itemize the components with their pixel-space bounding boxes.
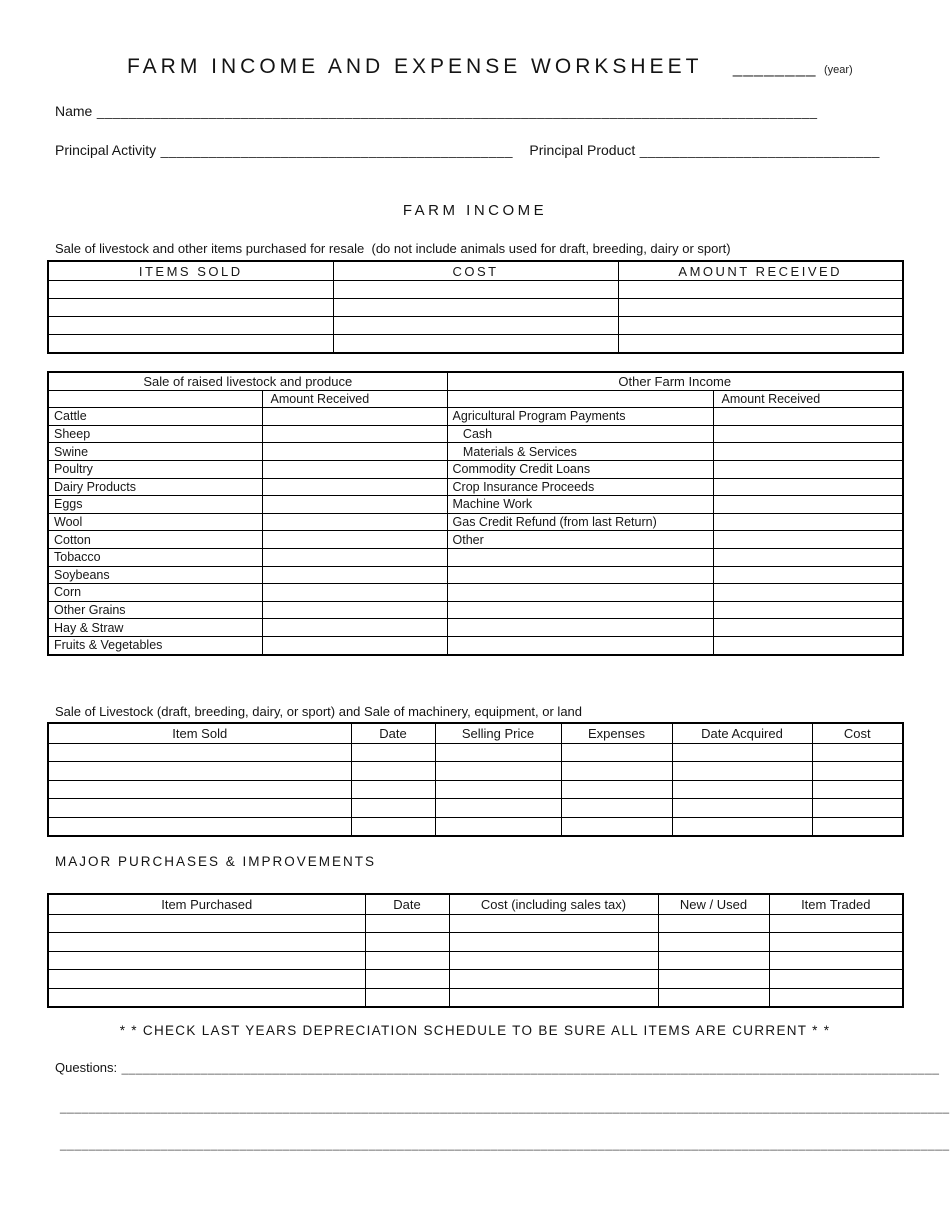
empty-cell <box>435 744 561 762</box>
item-cell <box>447 584 713 602</box>
page-title: FARM INCOME AND EXPENSE WORKSHEET <box>127 55 703 78</box>
column-header-selling-price: Selling Price <box>435 723 561 744</box>
empty-cell <box>351 799 435 817</box>
principal-activity-blank: ____________________________________________ <box>160 143 513 158</box>
table-row <box>48 548 903 566</box>
empty-cell <box>449 933 658 951</box>
empty-cell <box>713 425 903 443</box>
table-row <box>48 915 903 933</box>
table-header-row <box>48 894 903 915</box>
empty-cell <box>618 299 903 317</box>
empty-cell <box>351 817 435 836</box>
table-row <box>48 619 903 637</box>
empty-cell <box>449 970 658 988</box>
empty-cell <box>262 566 447 584</box>
empty-cell <box>48 915 365 933</box>
empty-cell <box>713 408 903 426</box>
table-header-row <box>48 723 903 744</box>
table-row <box>48 636 903 654</box>
empty-cell <box>713 601 903 619</box>
table-row <box>48 299 903 317</box>
item-cell: Dairy Products <box>48 478 262 496</box>
empty-cell <box>48 780 351 798</box>
empty-cell <box>769 970 903 988</box>
other-farm-income-header: Other Farm Income <box>447 372 903 390</box>
table-row <box>48 970 903 988</box>
table-row <box>48 988 903 1007</box>
empty-cell <box>262 513 447 531</box>
empty-cell <box>365 951 449 969</box>
principal-product-blank: ______________________________ <box>639 143 880 158</box>
table-row <box>48 531 903 549</box>
item-cell: Cash <box>447 425 713 443</box>
raised-livestock-header: Sale of raised livestock and produce <box>48 372 447 390</box>
empty-cell <box>435 762 561 780</box>
empty-cell <box>812 817 903 836</box>
livestock-sale-table <box>47 722 904 837</box>
empty-cell <box>713 443 903 461</box>
item-cell: Corn <box>48 584 262 602</box>
empty-cell <box>713 548 903 566</box>
table-row <box>48 566 903 584</box>
empty-cell <box>561 744 672 762</box>
empty-cell <box>561 817 672 836</box>
name-blank-line: __________________________________________________________________________________________ <box>96 104 818 119</box>
empty-cell <box>365 933 449 951</box>
empty-cell <box>658 970 769 988</box>
empty-cell <box>812 762 903 780</box>
empty-cell <box>713 619 903 637</box>
item-cell: Commodity Credit Loans <box>447 460 713 478</box>
farm-income-heading: FARM INCOME <box>402 202 548 219</box>
empty-cell <box>262 636 447 654</box>
empty-cell <box>365 915 449 933</box>
empty-cell <box>262 408 447 426</box>
empty-cell <box>618 335 903 354</box>
item-cell: Sheep <box>48 425 262 443</box>
table-row <box>48 744 903 762</box>
empty-cell <box>351 744 435 762</box>
item-cell: Wool <box>48 513 262 531</box>
column-header-new-used: New / Used <box>658 894 769 915</box>
empty-cell <box>351 762 435 780</box>
table-row <box>48 780 903 798</box>
table-row <box>48 951 903 969</box>
empty-cell <box>618 317 903 335</box>
empty-cell <box>769 933 903 951</box>
principal-product-label: Principal Product <box>529 142 636 158</box>
empty-cell <box>262 478 447 496</box>
item-cell <box>447 566 713 584</box>
empty-cell <box>561 780 672 798</box>
item-cell: Materials & Services <box>447 443 713 461</box>
item-cell <box>447 548 713 566</box>
table-subheader-row <box>48 390 903 408</box>
amount-received-header-right: Amount Received <box>713 390 903 408</box>
column-header-item-sold: Item Sold <box>48 723 351 744</box>
item-cell: Tobacco <box>48 548 262 566</box>
empty-cell <box>262 584 447 602</box>
empty-cell <box>769 951 903 969</box>
empty-cell <box>333 281 618 299</box>
empty-cell <box>48 390 262 408</box>
table-row <box>48 460 903 478</box>
item-cell: Eggs <box>48 496 262 514</box>
empty-cell <box>48 951 365 969</box>
item-cell: Machine Work <box>447 496 713 514</box>
livestock-sale-caption: Sale of Livestock (draft, breeding, dairy, or sport) and Sale of machinery, equipment, or land <box>55 704 583 719</box>
questions-label: Questions: <box>55 1060 118 1075</box>
empty-cell <box>713 460 903 478</box>
table-row <box>48 584 903 602</box>
item-cell: Crop Insurance Proceeds <box>447 478 713 496</box>
empty-cell <box>262 425 447 443</box>
item-cell: Cotton <box>48 531 262 549</box>
empty-cell <box>672 799 812 817</box>
table-row <box>48 443 903 461</box>
empty-cell <box>48 281 333 299</box>
empty-cell <box>449 915 658 933</box>
title-row <box>127 55 853 79</box>
empty-cell <box>812 799 903 817</box>
blank-writing-line: ____________________________________________________________________________________________________________________________ <box>60 1137 950 1151</box>
column-header-date: Date <box>365 894 449 915</box>
year-blank-line: ________ <box>732 58 817 77</box>
empty-cell <box>435 817 561 836</box>
empty-cell <box>262 443 447 461</box>
table-row <box>48 478 903 496</box>
empty-cell <box>262 460 447 478</box>
empty-cell <box>769 915 903 933</box>
resale-caption: Sale of livestock and other items purchased for resale (do not include animals used for draft, breeding, dairy or sport) <box>55 241 731 256</box>
table-row <box>48 496 903 514</box>
table-row <box>48 335 903 354</box>
empty-cell <box>658 933 769 951</box>
empty-cell <box>333 299 618 317</box>
empty-cell <box>713 478 903 496</box>
column-header-date-acquired: Date Acquired <box>672 723 812 744</box>
empty-cell <box>48 933 365 951</box>
empty-cell <box>365 988 449 1007</box>
table-row <box>48 281 903 299</box>
empty-cell <box>333 317 618 335</box>
column-header-expenses: Expenses <box>561 723 672 744</box>
empty-cell <box>48 762 351 780</box>
empty-cell <box>333 335 618 354</box>
table-row <box>48 933 903 951</box>
empty-cell <box>48 299 333 317</box>
empty-cell <box>449 988 658 1007</box>
table-row <box>48 601 903 619</box>
empty-cell <box>658 988 769 1007</box>
empty-cell <box>713 513 903 531</box>
table-header-row <box>48 372 903 390</box>
blank-writing-line: ____________________________________________________________________________________________________________________________ <box>60 1100 950 1114</box>
empty-cell <box>435 799 561 817</box>
depreciation-note: * * CHECK LAST YEARS DEPRECIATION SCHEDULE TO BE SURE ALL ITEMS ARE CURRENT * * <box>119 1023 831 1038</box>
empty-cell <box>262 548 447 566</box>
raised-livestock-table <box>47 371 904 656</box>
empty-cell <box>561 799 672 817</box>
item-cell <box>447 636 713 654</box>
table-row <box>48 317 903 335</box>
item-cell: Poultry <box>48 460 262 478</box>
table-row <box>48 817 903 836</box>
major-purchases-table <box>47 893 904 1008</box>
questions-blank-line: __________________________________________________________________________________________________________________ <box>121 1061 940 1075</box>
empty-cell <box>48 744 351 762</box>
empty-cell <box>262 496 447 514</box>
item-cell: Other Grains <box>48 601 262 619</box>
column-header-item-purchased: Item Purchased <box>48 894 365 915</box>
major-purchases-heading: MAJOR PURCHASES & IMPROVEMENTS <box>55 854 377 869</box>
empty-cell <box>769 988 903 1007</box>
item-cell: Hay & Straw <box>48 619 262 637</box>
item-cell <box>447 601 713 619</box>
empty-cell <box>262 601 447 619</box>
year-label: (year) <box>823 64 853 76</box>
questions-row <box>55 1059 939 1077</box>
empty-cell <box>447 390 713 408</box>
column-header-item-traded: Item Traded <box>769 894 903 915</box>
item-cell: Swine <box>48 443 262 461</box>
item-cell: Agricultural Program Payments <box>447 408 713 426</box>
empty-cell <box>48 799 351 817</box>
item-cell: Soybeans <box>48 566 262 584</box>
table-row <box>48 408 903 426</box>
empty-cell <box>812 744 903 762</box>
column-header-amount-received: AMOUNT RECEIVED <box>618 261 903 281</box>
empty-cell <box>713 636 903 654</box>
item-cell: Gas Credit Refund (from last Return) <box>447 513 713 531</box>
item-cell: Cattle <box>48 408 262 426</box>
item-cell: Fruits & Vegetables <box>48 636 262 654</box>
item-cell: Other <box>447 531 713 549</box>
resale-table <box>47 260 904 354</box>
empty-cell <box>48 817 351 836</box>
table-row <box>48 762 903 780</box>
empty-cell <box>713 566 903 584</box>
table-header-row <box>48 261 903 281</box>
empty-cell <box>672 817 812 836</box>
empty-cell <box>48 970 365 988</box>
empty-cell <box>672 744 812 762</box>
empty-cell <box>618 281 903 299</box>
empty-cell <box>435 780 561 798</box>
column-header-cost-sales-tax: Cost (including sales tax) <box>449 894 658 915</box>
empty-cell <box>672 762 812 780</box>
empty-cell <box>713 584 903 602</box>
empty-cell <box>351 780 435 798</box>
empty-cell <box>713 496 903 514</box>
empty-cell <box>658 915 769 933</box>
column-header-cost: Cost <box>812 723 903 744</box>
empty-cell <box>365 970 449 988</box>
empty-cell <box>561 762 672 780</box>
table-row <box>48 513 903 531</box>
empty-cell <box>48 317 333 335</box>
empty-cell <box>449 951 658 969</box>
name-label: Name <box>55 103 93 119</box>
empty-cell <box>48 988 365 1007</box>
table-row <box>48 799 903 817</box>
empty-cell <box>658 951 769 969</box>
item-cell <box>447 619 713 637</box>
amount-received-header-left: Amount Received <box>262 390 447 408</box>
empty-cell <box>262 619 447 637</box>
principal-activity-label: Principal Activity <box>55 142 157 158</box>
empty-cell <box>262 531 447 549</box>
table-row <box>48 425 903 443</box>
empty-cell <box>48 335 333 354</box>
principal-row <box>55 142 880 160</box>
column-header-cost: COST <box>333 261 618 281</box>
name-row <box>55 103 818 121</box>
empty-cell <box>672 780 812 798</box>
column-header-items-sold: ITEMS SOLD <box>48 261 333 281</box>
empty-cell <box>713 531 903 549</box>
empty-cell <box>812 780 903 798</box>
column-header-date: Date <box>351 723 435 744</box>
